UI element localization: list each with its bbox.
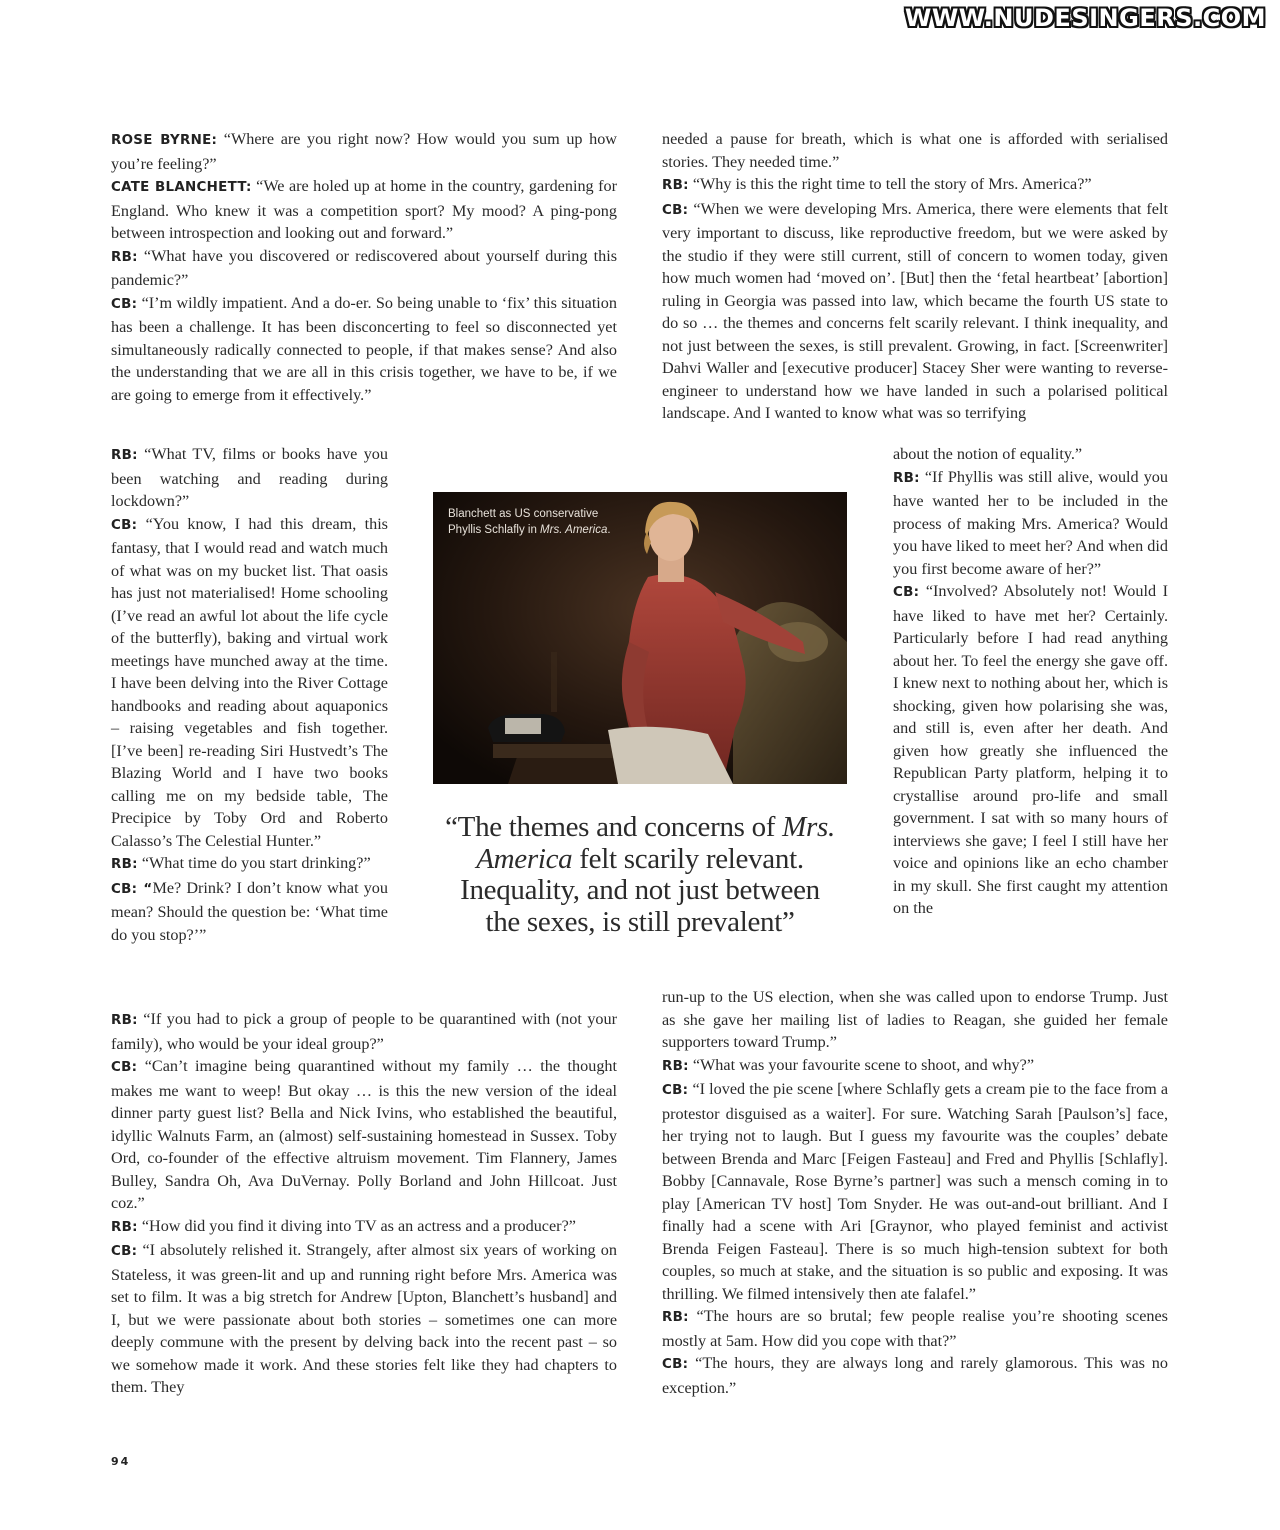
paragraph-text: needed a pause for breath, which is what one is afforded with serialised stories. They needed time.”: [662, 130, 1168, 171]
paragraph: [111, 877, 388, 947]
paragraph-text: about the notion of equality.”: [893, 445, 1083, 463]
speaker-label: RB:: [662, 178, 689, 193]
speaker-label: RB:: [111, 1013, 138, 1028]
speaker-label: RB:: [111, 1219, 138, 1235]
paragraph: [111, 1008, 617, 1055]
speaker-label: RB:: [893, 470, 920, 486]
paragraph-text: “You know, I had this dream, this fantasy, that I would read and watch much of what was on my bucket list. That oasis has just not materialised! Home schooling (I’ve read an awful lot about the life cycle of the butterfly), baking and virtual work meetings have munched away at the time. I have been delving into the River Cottage handbooks and reading about aquaponics – raising vegetables and fish together. [I’ve been] re-reading Siri Hustvedt’s The Blazing World and I have two books calling me on my bedside table, The Precipice by Toby Ord and Roberto Calasso’s The Celestial Hunter.”: [111, 514, 388, 850]
speaker-label: CB:: [111, 1244, 138, 1259]
column-left-narrow: [111, 443, 388, 946]
column-left-bottom: [111, 1008, 617, 1399]
paragraph-text: “We are holed up at home in the country, gardening for England. Who knew it was a competition sport? My mood? A ping-pong between introspection and looking out and forward.”: [111, 177, 617, 242]
column-left-top: [111, 128, 617, 406]
paragraph: [662, 198, 1168, 425]
paragraph: [893, 580, 1168, 920]
speaker-label: RB:: [111, 448, 138, 463]
paragraph-text: “When we were developing Mrs. America, there were elements that felt very important to discuss, like reproductive freedom, but we were asked by the studio if they were still current, still of concern to women today, given how much women had ‘moved on’. [But] then the ‘fetal heartbeat’ [abortion] ruling in Georgia was passed into law, which became the fourth US state to do so … the themes and concerns felt scarily relevant. I think inequality, and not just between the sexes, is still prevalent. Growing, in fact. [Screenwriter] Dahvi Waller and [executive producer] Stacey Sher were wanting to reverse-engineer to understand how we have landed in such a polarised political landscape. And I wanted to know what was so terrifying: [662, 199, 1168, 422]
paragraph: [111, 292, 617, 407]
paragraph: [662, 986, 1168, 1054]
page-number: 94: [111, 1455, 131, 1468]
speaker-label: RB:: [662, 1058, 689, 1074]
speaker-label: CB:: [662, 1083, 689, 1098]
paragraph: [662, 1054, 1168, 1079]
column-right-top: [662, 128, 1168, 425]
paragraph-text: “Involved? Absolutely not! Would I have liked to have met her? Certainly. Particularly before I had read anything about her. To feel the energy she gave off. I knew next to nothing about her, which is shocking, given how polarising she was, and still is, even after her death. And given how greatly she influenced the Republican Party platform, helping it to crystallise around pro-life and small government. I sat with so many hours of interviews she gave; I feel I still have her voice and opinions like an echo chamber in my skull. She first caught my attention on the: [893, 582, 1168, 917]
paragraph: [111, 513, 388, 853]
paragraph: [662, 1352, 1168, 1399]
paragraph-text: “The hours are so brutal; few people realise you’re shooting scenes mostly at 5am. How did you cope with that?”: [662, 1307, 1168, 1350]
photo-caption: Blanchett as US conservative Phyllis Schlafly in Mrs. America.: [448, 508, 611, 536]
paragraph-text: “What TV, films or books have you been watching and reading during lockdown?”: [111, 445, 388, 510]
column-right-bottom: [662, 986, 1168, 1399]
paragraph: [111, 852, 388, 877]
speaker-label: RB:: [111, 857, 138, 872]
paragraph-text: “I absolutely relished it. Strangely, after almost six years of working on Stateless, it was green-lit and up and running right before Mrs. America was set to film. It was a big stretch for Andrew [Upton, Blanchett’s husband] and I, but we were passionate about both stories – sometimes one can more deeply commune with the present by delving back into the recent past – so we somehow made it work. And these stories felt like they had chapters to them. They: [111, 1241, 617, 1396]
paragraph-text: “What have you discovered or rediscovered about yourself during this pandemic?”: [111, 246, 617, 289]
paragraph-text: “If you had to pick a group of people to be quarantined with (not your family), who would be your ideal group?”: [111, 1010, 617, 1053]
speaker-label: CB:: [893, 585, 920, 600]
paragraph: [662, 173, 1168, 198]
speaker-label: CB:: [111, 1060, 138, 1075]
paragraph-text: “I’m wildly impatient. And a do-er. So being unable to ‘fix’ this situation has been a challenge. It has been disconcerting to feel so disconnected yet simultaneously radically connected to people, if that makes sense? And also the understanding that we are all in this crisis together, we have to be, if we are going to emerge from it effectively.”: [111, 293, 617, 404]
speaker-label: CB:: [662, 1357, 689, 1372]
paragraph-text: “Can’t imagine being quarantined without my family … the thought makes me want to weep! But okay … is this the new version of the ideal dinner party guest list? Bella and Nick Ivins, who established the beautiful, idyllic Walnuts Farm, an (almost) self-sustaining homestead in Sussex. Toby Ord, co-founder of the effective altruism movement. Tim Flannery, James Bulley, Sandra Oh, Ava DuVernay. Polly Borland and John Hillcoat. Just coz.”: [111, 1057, 617, 1212]
speaker-label: CB:: [111, 296, 138, 312]
paragraph-text: “The hours, they are always long and rarely glamorous. This was no exception.”: [662, 1354, 1168, 1397]
speaker-label: RB:: [662, 1310, 689, 1325]
paragraph-text: “If Phyllis was still alive, would you have wanted her to be included in the process of making Mrs. America? Would you have liked to meet her? And when did you first become aware of her?”: [893, 467, 1168, 578]
paragraph: [893, 443, 1168, 466]
article-photo: [433, 492, 847, 784]
paragraph: [111, 1055, 617, 1215]
paragraph: [662, 128, 1168, 173]
speaker-label: CB:: [662, 202, 689, 218]
speaker-label: CATE BLANCHETT:: [111, 180, 252, 195]
paragraph-text: “I loved the pie scene [where Schlafly gets a cream pie to the face from a protestor disguised as a waiter]. For sure. Watching Sarah [Paulson’s] face, her trying not to laugh. But I guess my favourite was the couples’ debate between Brenda and Marc [Feigen Fasteau] and Fred and Phyllis [Schlafly]. Bobby [Cannavale, Rose Byrne’s partner] was such a mensch coming in to play [American TV host] Tom Snyder. He was out-and-out brilliant. And I finally had a scene with Ari [Graynor, who played feminist and activist Brenda Feigen Fasteau]. There is so much high-tension subtext for both couples, so much at stake, and the situation is so public and exposing. It was thrilling. We filmed intensively then ate falafel.”: [662, 1080, 1168, 1303]
paragraph: [662, 1078, 1168, 1305]
paragraph-text: “How did you find it diving into TV as an actress and a producer?”: [137, 1216, 576, 1235]
paragraph: [111, 128, 617, 175]
pull-quote: “The themes and concerns of Mrs. America felt scarily relevant. Inequality, and not just between the sexes, is still prevalent”: [445, 811, 835, 938]
speaker-label: CB: “: [111, 881, 153, 897]
paragraph: [893, 466, 1168, 581]
paragraph-text: “What time do you start drinking?”: [137, 854, 371, 872]
paragraph: [111, 1215, 617, 1240]
paragraph-text: run-up to the US election, when she was called upon to endorse Trump. Just as she gave her mailing list of ladies to Reagan, she guided her female supporters toward Trump.”: [662, 988, 1168, 1051]
paragraph: [111, 245, 617, 292]
paragraph: [662, 1305, 1168, 1352]
paragraph-text: “Why is this the right time to tell the story of Mrs. America?”: [688, 175, 1092, 193]
watermark: WWW.NUDESINGERS.COM: [904, 4, 1266, 32]
paragraph: [111, 443, 388, 513]
paragraph-text: Me? Drink? I don’t know what you mean? Should the question be: ‘What time do you stop?’”: [111, 878, 388, 944]
paragraph: [111, 175, 617, 245]
paragraph: [111, 1239, 617, 1399]
paragraph-text: “Where are you right now? How would you sum up how you’re feeling?”: [111, 130, 617, 173]
speaker-label: RB:: [111, 249, 138, 265]
speaker-label: ROSE BYRNE:: [111, 133, 218, 148]
column-right-narrow: [893, 443, 1168, 920]
speaker-label: CB:: [111, 517, 138, 533]
paragraph-text: “What was your favourite scene to shoot, and why?”: [688, 1055, 1034, 1074]
